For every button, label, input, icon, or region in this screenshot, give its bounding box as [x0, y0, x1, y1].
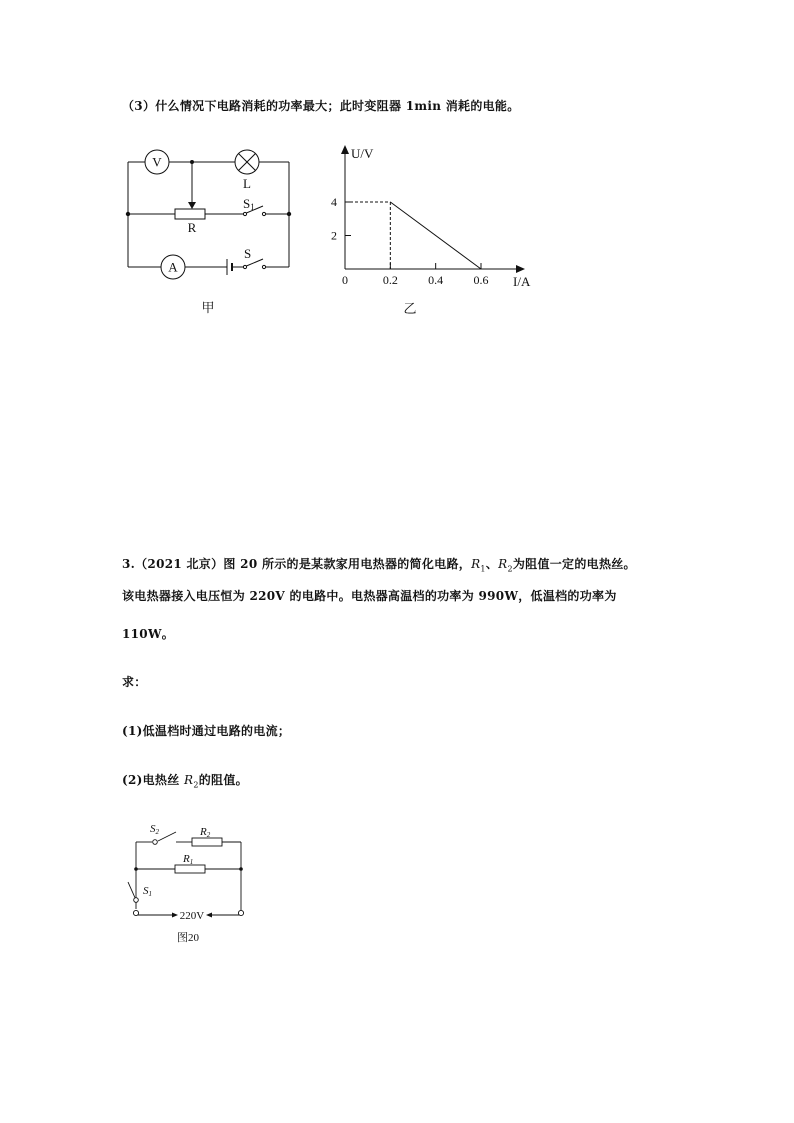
s1-label: S1 [143, 885, 152, 898]
origin-label: 0 [342, 273, 348, 287]
r2-label: R2 [200, 826, 211, 839]
graph-yi [320, 140, 545, 325]
caption-jia: 甲 [201, 301, 215, 316]
voltmeter-label: V [152, 154, 162, 170]
resistor-label: R [187, 220, 197, 235]
voltage-label: 220V [179, 910, 205, 922]
question-3-text: （3）什么情况下电路消耗的功率最大；此时变阻器 1min 消耗的电能。 [122, 99, 520, 113]
resistor-r [175, 209, 205, 219]
problem3-item2: (2)电热丝 $R_2$的阻值。 [122, 773, 248, 790]
x-tick-label: 0.2 [382, 273, 398, 287]
problem3-item1: (1)低温档时通过电路的电流； [122, 724, 291, 738]
y-tick-label: 4 [331, 195, 337, 209]
circuit-figure-20 [120, 815, 260, 950]
x-tick-label: 0.4 [428, 273, 444, 287]
r1-label: R1 [183, 853, 194, 866]
x-axis-label: I/A [513, 274, 531, 289]
y-tick-label: 2 [331, 228, 337, 243]
y-axis-arrow-icon [341, 145, 349, 154]
x-axis-arrow-icon [516, 265, 525, 273]
resistor-r2 [192, 838, 222, 846]
problem3-line2: 该电热器接入电压恒为 220V 的电路中。电热器高温档的功率为 990W，低温档的功率为 [122, 589, 617, 603]
problem3-ask: 求： [122, 675, 147, 689]
x-tick-label: 0.6 [473, 273, 489, 287]
switch-label: S [244, 246, 252, 261]
caption-yi: 乙 [403, 302, 417, 317]
circuit-diagram-jia [115, 145, 305, 325]
problem3-line1: 3.（2021 北京）图 20 所示的是某款家用电热器的简化电路，$R_1$、$R_2$为阻值一定的电热丝。 [122, 557, 636, 574]
resistor-r1 [175, 865, 205, 873]
fig20-caption: 图20 [177, 932, 199, 944]
s2-label: S2 [150, 823, 159, 836]
problem3-line3: 110W。 [122, 627, 175, 641]
series-line [390, 202, 481, 269]
y-axis-label: U/V [351, 146, 374, 161]
slider-arrow-icon [188, 202, 196, 209]
ammeter-label: A [168, 259, 178, 275]
switch1-label: S1 [243, 196, 255, 212]
lamp-label: L [243, 176, 251, 191]
